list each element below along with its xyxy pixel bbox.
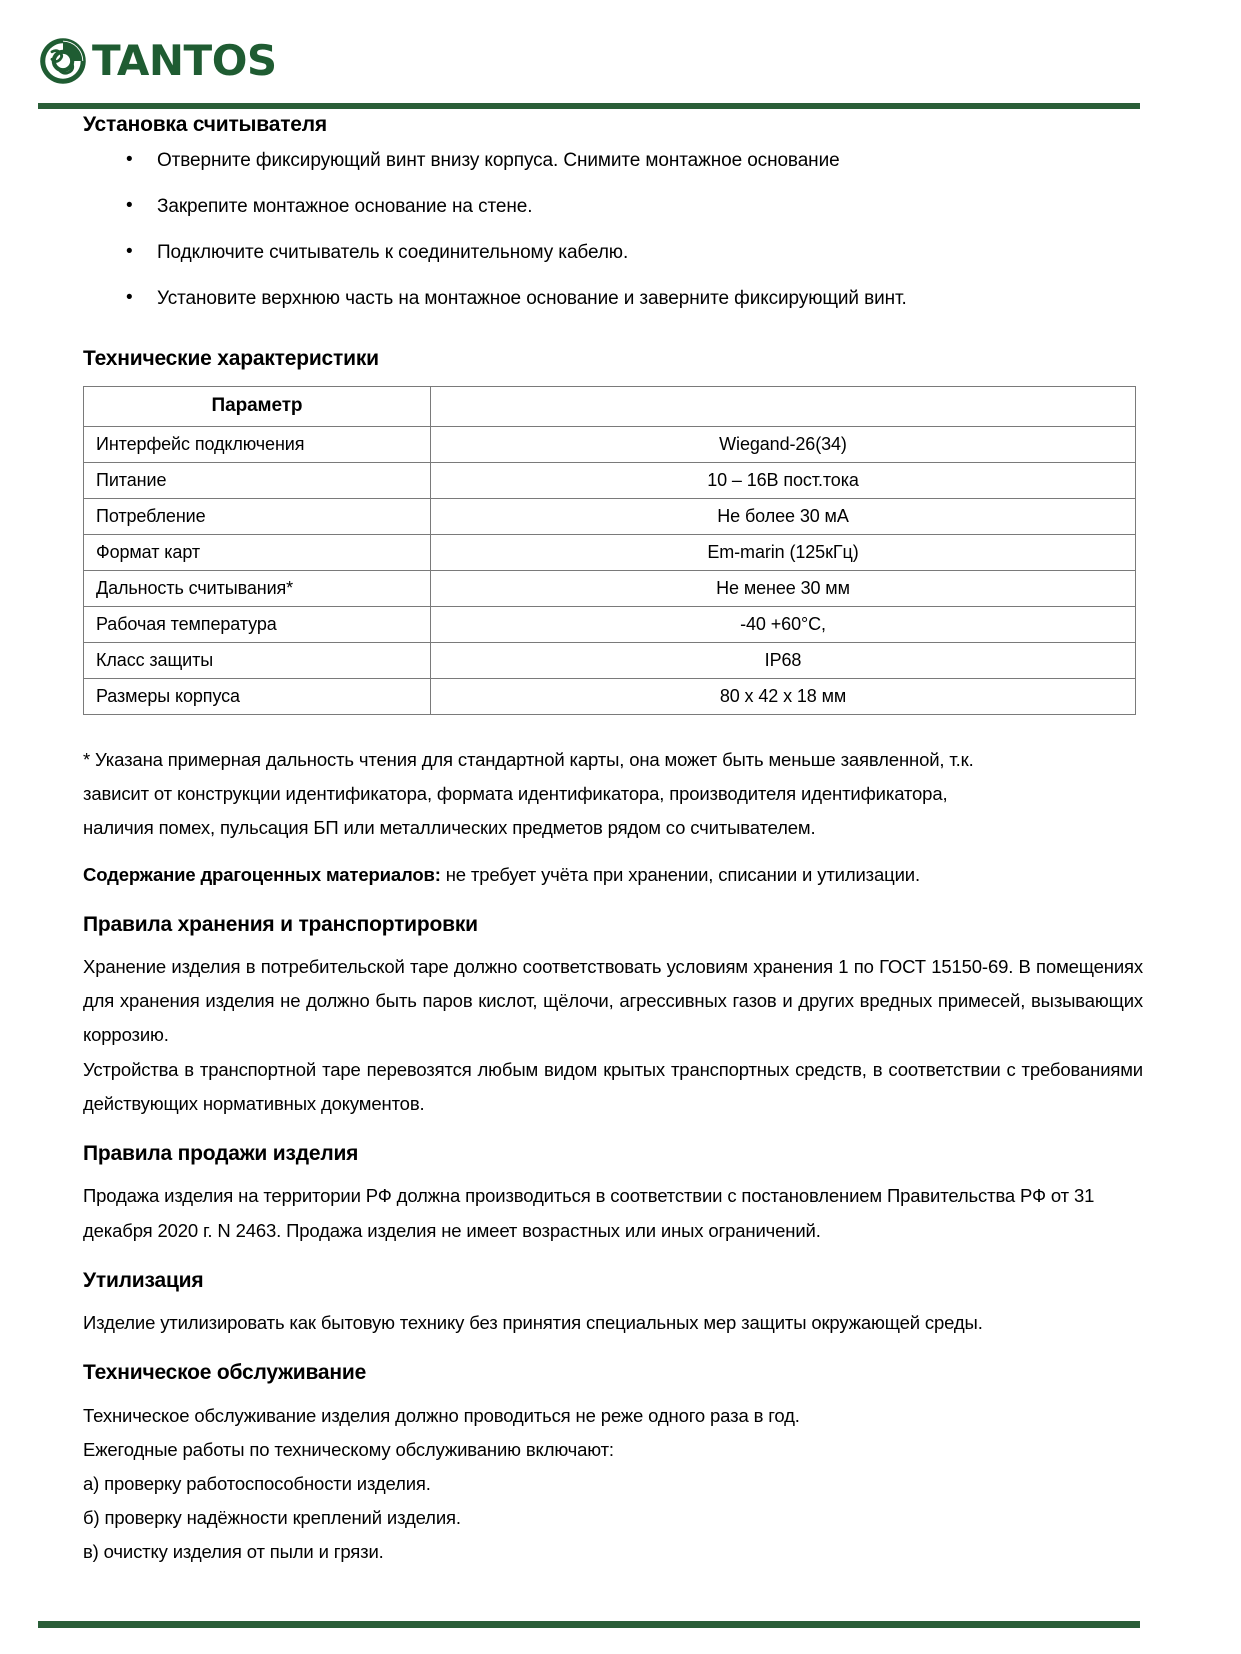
heading-installation: Установка считывателя [83,113,327,136]
heading-storage-transport: Правила хранения и транспортировки [83,912,478,936]
list-item: • Закрепите монтажное основание на стене. [83,196,1143,218]
heading-specifications: Технические характеристики [83,346,379,370]
table-row [84,462,1136,498]
maintenance-paragraph-1: Техническое обслуживание изделия должно проводиться не реже одного раза в год. [83,1404,800,1426]
document-content [83,112,1143,1570]
maintenance-item-c: в) очистку изделия от пыли и грязи. [83,1541,384,1563]
column-header-value [431,386,1136,426]
table-row [84,498,1136,534]
list-item: • Установите верхнюю часть на монтажное основание и заверните фиксирующий винт. [83,288,1143,310]
cell-parameter: Интерфейс подключения [84,426,431,462]
cell-parameter: Формат карт [84,534,431,570]
cell-value: Не менее 30 мм [431,570,1136,606]
cell-parameter: Размеры корпуса [84,678,431,714]
storage-paragraph-2: Устройства в транспортной таре перевозятся любым видом крытых транспортных средств, в соответствии с требованиями действующих нормативных документов. [83,1058,1143,1114]
table-row [84,426,1136,462]
maintenance-item-a: а) проверку работоспособности изделия. [83,1472,431,1494]
cell-value: 10 – 16В пост.тока [431,462,1136,498]
footer-divider [38,1621,1140,1628]
table-row [84,570,1136,606]
cell-value: Em-marin (125кГц) [431,534,1136,570]
storage-paragraph-1: Хранение изделия в потребительской таре должно соответствовать условиям хранения 1 по ГОСТ 15150-69. В помещениях для хранения изделия не должно быть паров кислот, щёлочи, агрессивных газов и других вредных примесей, вызывающих коррозию. [83,956,1143,1046]
specs-footnote-line-1: * Указана примерная дальность чтения для стандартной карты, она может быть меньше заявленной, т.к. [83,748,974,770]
specs-footnote-line-2: зависит от конструкции идентификатора, формата идентификатора, производителя идентификатора, [83,783,948,805]
heading-sales-rules: Правила продажи изделия [83,1142,359,1166]
table-header-row [84,386,1136,426]
cell-value: Не более 30 мА [431,498,1136,534]
cell-value: IP68 [431,642,1136,678]
table-row [84,642,1136,678]
heading-maintenance: Техническое обслуживание [83,1361,367,1385]
disposal-paragraph: Изделие утилизировать как бытовую технику без принятия специальных мер защиты окружающей среды. [83,1312,983,1334]
cell-parameter: Класс защиты [84,642,431,678]
precious-materials-note [83,858,1143,892]
table-row [84,606,1136,642]
column-header-parameter: Параметр [84,386,431,426]
sales-paragraph: Продажа изделия на территории РФ должна производиться в соответствии с постановлением Правительства РФ от 31 декабря 2020 г. N 2463. Продажа изделия не имеет возрастных или иных ограничений. [83,1185,1095,1241]
specs-footnote-line-3: наличия помех, пульсация БП или металлических предметов рядом со считывателем. [83,817,816,839]
maintenance-paragraph-2: Ежегодные работы по техническому обслуживанию включают: [83,1438,614,1460]
cell-value: Wiegand-26(34) [431,426,1136,462]
maintenance-item-b: б) проверку надёжности креплений изделия. [83,1507,461,1529]
cell-parameter: Рабочая температура [84,606,431,642]
heading-disposal: Утилизация [83,1268,204,1292]
table-row [84,534,1136,570]
cell-value: -40 +60°С, [431,606,1136,642]
installation-steps-list [83,150,1143,309]
brand-header [40,38,277,84]
specifications-table [83,386,1136,715]
list-item: • Отверните фиксирующий винт внизу корпуса. Снимите монтажное основание [83,150,1143,172]
header-divider [38,103,1140,109]
precious-materials-label: Содержание драгоценных материалов: [83,863,441,885]
cell-value: 80 х 42 х 18 мм [431,678,1136,714]
cell-parameter: Питание [84,462,431,498]
tantos-circular-logo-icon [40,38,86,84]
cell-parameter: Дальность считывания* [84,570,431,606]
brand-wordmark: TANTOS [92,36,277,85]
precious-materials-text: не требует учёта при хранении, списании и утилизации. [440,863,920,885]
list-item: • Подключите считыватель к соединительному кабелю. [83,242,1143,264]
cell-parameter: Потребление [84,498,431,534]
table-row [84,678,1136,714]
